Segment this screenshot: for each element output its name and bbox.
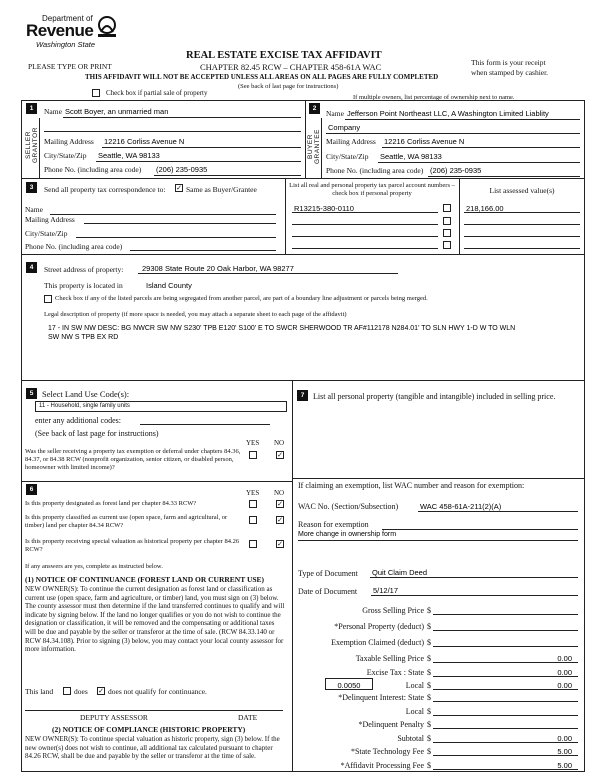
receipt-line1: This form is your receipt bbox=[471, 58, 546, 67]
section2-number: 2 bbox=[309, 103, 320, 114]
corr-name-label: Name bbox=[25, 205, 43, 214]
form-warning: THIS AFFIDAVIT WILL NOT BE ACCEPTED UNLESS ALL AREAS ON ALL PAGES ARE FULLY COMPLETED bbox=[85, 73, 439, 81]
buyer-name-value2[interactable]: Company bbox=[328, 123, 361, 132]
wac-label: WAC No. (Section/Subsection) bbox=[298, 502, 399, 511]
parcel-2-checkbox[interactable] bbox=[443, 217, 451, 225]
exemption-label: If claiming an exemption, list WAC number and reason for exemption: bbox=[298, 481, 525, 490]
buyer-grantee-label: BUYER GRANTEE bbox=[307, 129, 321, 165]
land-does-not-checkbox[interactable]: ✓ bbox=[98, 687, 104, 695]
wac-value[interactable]: WAC 458-61A-211(2)(A) bbox=[420, 502, 502, 511]
seller-city-value[interactable]: Seattle, WA 98133 bbox=[98, 151, 160, 160]
local-rate-box[interactable] bbox=[325, 678, 373, 690]
buyer-mailing-value[interactable]: 12216 Corliss Avenue N bbox=[384, 137, 465, 146]
parcel-3-checkbox[interactable] bbox=[443, 229, 451, 237]
dept-line2: Revenue bbox=[26, 21, 94, 40]
parcels-header: List all real and personal property tax parcel account numbers – check box if personal property bbox=[289, 182, 455, 197]
dept-line1: Department of bbox=[42, 14, 93, 23]
seller-name-label: Name bbox=[44, 107, 62, 116]
notice2-title: (2) NOTICE OF COMPLIANCE (HISTORIC PROPERTY) bbox=[52, 725, 246, 734]
form-title: REAL ESTATE EXCISE TAX AFFIDAVIT bbox=[186, 50, 382, 61]
personal-property-dollar: $ bbox=[427, 622, 431, 631]
section5-number: 5 bbox=[26, 388, 37, 399]
additional-codes-label: enter any additional codes: bbox=[35, 416, 121, 425]
notice1-body: NEW OWNER(S): To continue the current designation as forest land or classification as current use (open space, farm and agriculture, or timber) land, you must sign on (3) below. The county assessor must then determine if the land transferred continues to qualify and will indicate by signing below. If the land no longer qualifies or you do not wish to continue the designation or classification, it will be removed and the compensating or additional taxes will be due and payable by the seller or transferor at the time of sale. (RCW 84.33.140 or RCW 84.34.108). Prior to signing (3) below, you may contact your local county assessor for more information. bbox=[25, 585, 285, 654]
reason-value[interactable]: More change in ownership form bbox=[298, 531, 397, 538]
located-in-label: This property is located in bbox=[44, 281, 123, 290]
land-use-label: Select Land Use Code(s): bbox=[42, 389, 130, 399]
s6-no-header: NO bbox=[274, 489, 285, 497]
corr-phone-label: Phone No. (including area code) bbox=[25, 242, 123, 251]
receipt-line2: when stamped by cashier. bbox=[471, 68, 549, 77]
s6-q3-yes[interactable] bbox=[249, 540, 257, 548]
parcel-4-checkbox[interactable] bbox=[443, 241, 451, 249]
buyer-city-value[interactable]: Seattle, WA 98133 bbox=[380, 152, 442, 161]
multiple-owners-note: If multiple owners, list percentage of ownership next to name. bbox=[353, 94, 515, 101]
corr-city-label: City/State/Zip bbox=[25, 229, 68, 238]
s5-no-header: NO bbox=[274, 439, 285, 447]
s5-yes-header: YES bbox=[246, 439, 260, 447]
corr-mailing-label: Mailing Address bbox=[25, 215, 75, 224]
same-as-buyer-checkbox[interactable]: ✓ bbox=[176, 184, 182, 192]
see-back-header: (See back of last page for instructions) bbox=[238, 83, 339, 90]
s5-q1-yes[interactable] bbox=[249, 451, 257, 459]
doc-type-value[interactable]: Quit Claim Deed bbox=[372, 568, 428, 577]
excise-state-label: Excise Tax : State bbox=[366, 668, 424, 677]
excise-local-value[interactable]: 0.00 bbox=[557, 681, 572, 690]
parcel-1-checkbox[interactable] bbox=[443, 204, 451, 212]
land-does-checkbox[interactable] bbox=[63, 687, 71, 695]
delinquent-penalty-label: *Delinquent Penalty bbox=[358, 720, 424, 729]
delinquent-interest-state-label: *Delinquent Interest: State bbox=[338, 693, 424, 702]
form-chapter: CHAPTER 82.45 RCW – CHAPTER 458-61A WAC bbox=[200, 62, 382, 72]
parcel-1-value[interactable]: R13215-380-0110 bbox=[294, 204, 354, 213]
taxable-selling-label: Taxable Selling Price bbox=[355, 654, 424, 663]
does-not-label: does not qualify for continuance. bbox=[108, 687, 207, 696]
land-use-select[interactable] bbox=[35, 401, 287, 412]
delinquent-interest-local-label: Local bbox=[405, 707, 424, 716]
taxable-selling-value[interactable]: 0.00 bbox=[557, 654, 572, 663]
subtotal-label: Subtotal bbox=[397, 734, 424, 743]
seller-mailing-label: Mailing Address bbox=[44, 137, 94, 146]
subtotal-value[interactable]: 0.00 bbox=[557, 734, 572, 743]
affidavit-processing-fee-value[interactable]: 5.00 bbox=[557, 761, 572, 770]
legal-description-label: Legal description of property (if more space is needed, you may attach a separate sheet to each page of the affidavit) bbox=[44, 311, 347, 318]
affidavit-processing-fee-label: *Affidavit Processing Fee bbox=[340, 761, 424, 770]
delinquent-interest-local-dollar: $ bbox=[427, 707, 431, 716]
state-technology-fee-dollar: $ bbox=[427, 747, 431, 756]
s6-q2-text: Is this property classified as current use (open space, farm and agricultural, or timber) land per chapter 84.34 RCW? bbox=[25, 514, 228, 529]
deputy-assessor-label: DEPUTY ASSESSOR bbox=[80, 713, 148, 722]
send-correspondence-label: Send all property tax correspondence to: bbox=[44, 185, 166, 194]
wa-logo-icon bbox=[96, 14, 118, 42]
buyer-phone-value[interactable]: (206) 235-0935 bbox=[430, 166, 482, 175]
dept-logo bbox=[26, 14, 126, 56]
street-address-label: Street address of property: bbox=[44, 265, 124, 274]
located-in-value[interactable]: Island County bbox=[146, 281, 192, 290]
taxable-selling-dollar: $ bbox=[427, 654, 431, 663]
s5-q1-text: Was the seller receiving a property tax exemption or deferral under chapters 84.36, 84.37, or 84.38 RCW (nonprofit organization, senior citizen, or disabled person, homeowner with limited income)? bbox=[25, 448, 241, 471]
buyer-city-label: City/State/Zip bbox=[326, 152, 369, 161]
s6-yes-header: YES bbox=[246, 489, 260, 497]
doc-date-value[interactable]: 5/12/17 bbox=[373, 586, 399, 595]
s6-if-yes: If any answers are yes, complete as instructed below. bbox=[25, 563, 163, 570]
excise-state-value[interactable]: 0.00 bbox=[557, 668, 572, 677]
same-as-buyer-label: Same as Buyer/Grantee bbox=[186, 185, 257, 194]
seller-phone-label: Phone No. (including area code) bbox=[44, 165, 142, 174]
buyer-mailing-label: Mailing Address bbox=[326, 137, 376, 146]
seller-phone-value[interactable]: (206) 235-0935 bbox=[156, 165, 208, 174]
subtotal-dollar: $ bbox=[427, 734, 431, 743]
legal-description-value[interactable]: 17 - IN SW NW DESC: BG NWCR SW NW S230' TPB E120' S100' E TO SWCR SHERWOOD TR AF#112178 N284.01' TO SLN HWY 1-D W TO WLN SW NW S TPB EX RD bbox=[48, 325, 516, 341]
exemption-claimed-dollar: $ bbox=[427, 638, 431, 647]
deputy-date-label: DATE bbox=[238, 713, 258, 722]
seller-city-label: City/State/Zip bbox=[44, 151, 87, 160]
s6-q2-yes[interactable] bbox=[249, 516, 257, 524]
s6-q1-no[interactable]: ✓ bbox=[277, 500, 283, 508]
section3-number: 3 bbox=[26, 182, 37, 193]
section7-number: 7 bbox=[297, 390, 308, 401]
delinquent-penalty-dollar: $ bbox=[427, 720, 431, 729]
seller-grantor-label: SELLER GRANTOR bbox=[25, 127, 39, 164]
section5-see-back: (See back of last page for instructions) bbox=[35, 429, 159, 438]
s6-q2-no[interactable]: ✓ bbox=[277, 516, 283, 524]
state-technology-fee-label: *State Technology Fee bbox=[350, 747, 424, 756]
s6-q1-yes[interactable] bbox=[249, 500, 257, 508]
assessed-1-value[interactable]: 218,166.00 bbox=[466, 204, 504, 213]
notice1-title: (1) NOTICE OF CONTINUANCE (FOREST LAND OR CURRENT USE) bbox=[25, 575, 265, 584]
dept-line3: Washington State bbox=[36, 40, 96, 49]
excise-local-dollar: $ bbox=[427, 681, 431, 690]
s6-q3-text: Is this property receiving special valuation as historical property per chapter 84.26 RCW? bbox=[25, 538, 240, 553]
street-address-value[interactable]: 29308 State Route 20 Oak Harbor, WA 98277 bbox=[142, 264, 294, 273]
excise-local-label: Local bbox=[405, 681, 424, 690]
doc-type-label: Type of Document bbox=[298, 569, 358, 578]
s6-q3-no[interactable]: ✓ bbox=[277, 540, 283, 548]
seller-name-value[interactable]: Scott Boyer, an unmarried man bbox=[65, 107, 169, 116]
please-type: PLEASE TYPE OR PRINT bbox=[28, 62, 112, 71]
partial-sale-label: Check box if partial sale of property bbox=[106, 89, 208, 97]
notice2-body: NEW OWNER(S): To continue special valuation as historic property, sign (3) below. If the new owner(s) does not wish to continue, all additional tax calculated pursuant to chapter 84.26 RCW, shall be due and payable by the seller or transferor at the time of sale. bbox=[25, 735, 280, 761]
segregated-checkbox[interactable] bbox=[44, 295, 52, 303]
delinquent-interest-state-dollar: $ bbox=[427, 693, 431, 702]
doc-date-label: Date of Document bbox=[298, 587, 358, 596]
assessed-header: List assessed value(s) bbox=[489, 186, 555, 195]
reason-label: Reason for exemption bbox=[298, 520, 369, 529]
personal-property-deduct-label: *Personal Property (deduct) bbox=[334, 622, 424, 631]
does-label: does bbox=[74, 687, 88, 696]
this-land-label: This land bbox=[25, 687, 54, 696]
buyer-phone-label: Phone No. (including area code) bbox=[326, 166, 424, 175]
s6-q1-text: Is this property designated as forest land per chapter 84.33 RCW? bbox=[25, 500, 197, 507]
personal-property-label: List all personal property (tangible and intangible) included in selling price. bbox=[313, 392, 556, 401]
affidavit-processing-fee-dollar: $ bbox=[427, 761, 431, 770]
section4-number: 4 bbox=[26, 262, 37, 273]
buyer-name-label: Name bbox=[326, 109, 344, 118]
segregated-label: Check box if any of the listed parcels are being segregated from another parcel, are part of a boundary line adjustment or parcels being merged. bbox=[55, 295, 428, 302]
local-rate-value: 0.0050 bbox=[337, 681, 361, 690]
exemption-claimed-label: Exemption Claimed (deduct) bbox=[331, 638, 424, 647]
seller-mailing-value[interactable]: 12216 Corliss Avenue N bbox=[104, 137, 185, 146]
section6-number: 6 bbox=[26, 484, 37, 495]
gross-selling-label: Gross Selling Price bbox=[362, 606, 424, 615]
state-technology-fee-value[interactable]: 5.00 bbox=[557, 747, 572, 756]
s5-q1-no[interactable]: ✓ bbox=[277, 451, 283, 459]
section1-number: 1 bbox=[26, 103, 37, 114]
buyer-name-value[interactable]: Jefferson Point Northeast LLC, A Washington Limited Liablity bbox=[347, 109, 549, 118]
land-use-value: 11 - Household, single family units bbox=[39, 403, 130, 409]
excise-state-dollar: $ bbox=[427, 668, 431, 677]
gross-selling-dollar: $ bbox=[427, 606, 431, 615]
partial-sale-checkbox[interactable] bbox=[92, 89, 100, 97]
